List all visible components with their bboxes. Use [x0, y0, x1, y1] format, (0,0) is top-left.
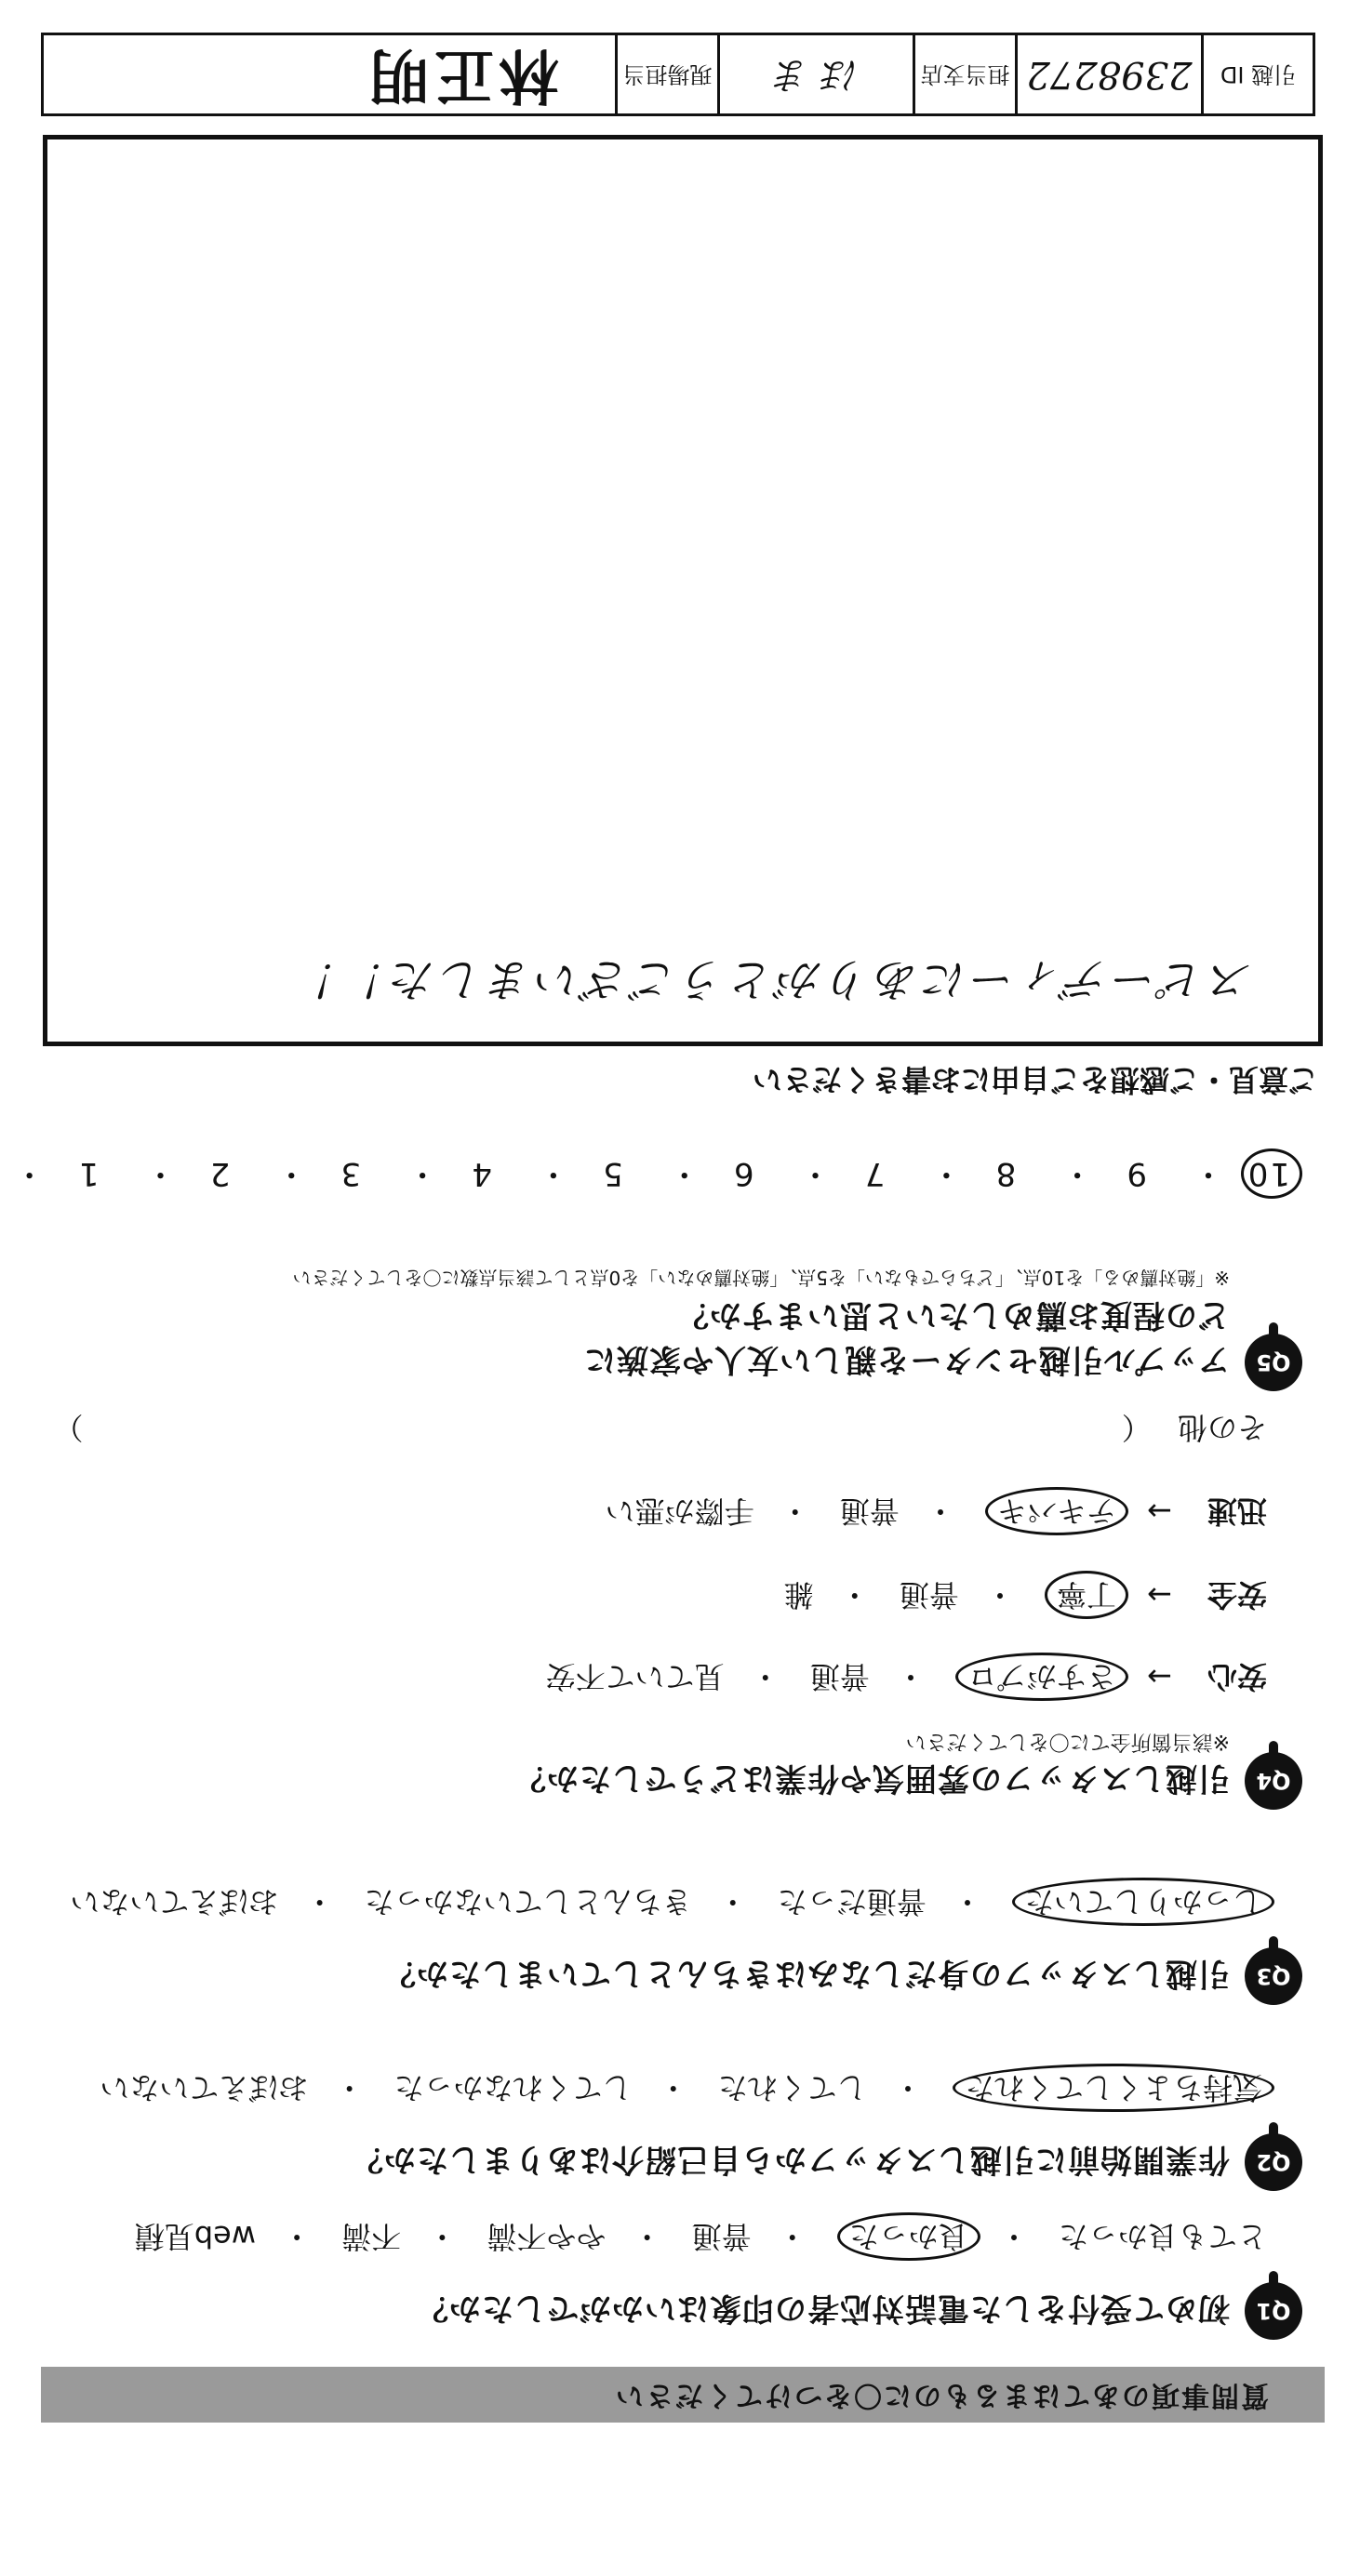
- branch-label: 担当支店: [913, 35, 1015, 113]
- q4-option[interactable]: 雑: [783, 1577, 814, 1613]
- q5-note: ※「絶対薦める」を10点、「どちらでもない」を5点、「絶対薦めない」を0点として該当点数に〇をしてください: [292, 1267, 1230, 1289]
- q1-text: 初めて受付をした電話対応者の印象はいかがでしたか？: [416, 2290, 1230, 2327]
- q5-score[interactable]: 3: [339, 1155, 362, 1192]
- q1-options: とても良かった・ 良かった・ 普通・ やや不満・ 不満・ web見積: [118, 2217, 1267, 2260]
- q4-option[interactable]: 普通: [899, 1577, 959, 1613]
- instruction-band: [41, 2367, 1325, 2423]
- q3-options: しっかりしていた・ 普通だった・ きちんとしていなかった・ おぼえていない: [53, 1882, 1267, 1925]
- q2-option[interactable]: おぼえていない: [100, 2070, 309, 2105]
- leader-label: 現場担当: [615, 35, 717, 113]
- id-bar: [41, 33, 1315, 116]
- q4-option-selected[interactable]: 丁寧: [1045, 1571, 1128, 1619]
- q2-text: 作業開始前に引越しスタッフから自己紹介はありましたか？: [351, 2141, 1230, 2178]
- q2-badge: Q2: [1245, 2133, 1302, 2191]
- q4-other-label: その他: [1177, 1410, 1267, 1445]
- q4-option-selected[interactable]: さすがプロ: [955, 1653, 1128, 1701]
- q4-row-anshin: 安心→ さすがプロ・ 普通・ 見ていて不安: [529, 1657, 1267, 1700]
- q4-row-label: 安全: [1207, 1577, 1267, 1613]
- q4-note: ※該当箇所全てに〇をしてください: [905, 1730, 1230, 1753]
- q5-score-selected[interactable]: 10: [1241, 1149, 1302, 1199]
- q1-option[interactable]: web見積: [134, 2219, 256, 2254]
- q5-score[interactable]: 2: [207, 1155, 231, 1192]
- q1-option[interactable]: とても良かった: [1058, 2219, 1267, 2254]
- q4-row-label: 迅速: [1207, 1494, 1267, 1529]
- q2-options: 気持ちよくしてくれた・ してくれた・ してくれなかった・ おぼえていない: [83, 2068, 1267, 2111]
- q1-badge: Q1: [1245, 2282, 1302, 2340]
- q3-option[interactable]: おぼえていない: [70, 1884, 279, 1919]
- q1-option[interactable]: やや不満: [487, 2219, 607, 2254]
- leader-signature: 林正明: [364, 40, 559, 110]
- id-label: 引越 ID: [1201, 35, 1313, 113]
- q3-text: 引越しスタッフの身だしなみはきちんとしていましたか？: [383, 1955, 1230, 1992]
- q3-option[interactable]: 普通だった: [777, 1884, 927, 1919]
- q5-score[interactable]: 4: [470, 1155, 492, 1192]
- q5-score[interactable]: 1: [76, 1155, 100, 1192]
- q4-row-jinsoku: 迅速→ テキパキ・ 普通・ 手際が悪い: [589, 1492, 1267, 1534]
- q1-option-selected[interactable]: 良かった: [837, 2212, 980, 2261]
- comment-box[interactable]: [43, 135, 1323, 1097]
- q5-score[interactable]: 6: [731, 1155, 754, 1192]
- q4-option[interactable]: 普通: [809, 1659, 870, 1694]
- q4-other-open: （: [1121, 1410, 1152, 1445]
- q2-option-selected[interactable]: 気持ちよくしてくれた: [953, 2064, 1274, 2112]
- q5-score[interactable]: 5: [601, 1155, 623, 1192]
- q4-option[interactable]: 手際が悪い: [605, 1494, 754, 1529]
- q2-option[interactable]: してくれなかった: [393, 2070, 633, 2105]
- instruction-text: 質問事項のあてはまるものに〇をつけてください: [614, 2379, 1269, 2411]
- q3-option[interactable]: きちんとしていなかった: [364, 1884, 692, 1919]
- q3-option-selected[interactable]: しっかりしていた: [1012, 1878, 1274, 1926]
- q1-option[interactable]: 普通: [691, 2219, 752, 2254]
- comment-title: ご意見・ご感想をご自由にお書きください: [752, 1062, 1318, 1097]
- q5-text-line2: どの程度お薦めしたいと思いますか？: [676, 1296, 1230, 1334]
- q1-option[interactable]: 不満: [341, 2219, 402, 2254]
- comment-handwriting: スピーディーにありがとうございました！！: [290, 953, 1253, 1005]
- q5-text-line1: アップル引越センターを親しい友人や家族に: [583, 1341, 1230, 1378]
- q4-row-anzen: 安全→ 丁寧・ 普通・ 雑: [767, 1575, 1267, 1618]
- q4-option[interactable]: 見ていて不安: [545, 1659, 725, 1694]
- id-value: 2398272: [1015, 35, 1201, 113]
- q4-option[interactable]: 普通: [839, 1494, 900, 1529]
- q5-scale: 10・ 9・ 8・ 7・ 6・ 5・ 4・ 3・ 2・ 1・: [0, 1154, 1295, 1200]
- q3-badge: Q3: [1245, 1947, 1302, 2005]
- q2-option[interactable]: してくれた: [717, 2070, 867, 2105]
- q4-badge: Q4: [1245, 1752, 1302, 1810]
- q4-other: [53, 1408, 1267, 1451]
- q4-option-selected[interactable]: テキパキ: [985, 1487, 1128, 1535]
- q5-badge: Q5: [1245, 1334, 1302, 1391]
- q5-score[interactable]: 7: [862, 1155, 886, 1192]
- q4-other-close: ）: [53, 1410, 84, 1445]
- q4-text: 引越しスタッフの雰囲気や作業はどうでしたか？: [513, 1759, 1230, 1797]
- q5-score[interactable]: 8: [993, 1155, 1017, 1192]
- q5-score[interactable]: 9: [1125, 1155, 1148, 1192]
- branch-value: ほ ま: [717, 35, 913, 113]
- q4-row-label: 安心: [1207, 1659, 1267, 1694]
